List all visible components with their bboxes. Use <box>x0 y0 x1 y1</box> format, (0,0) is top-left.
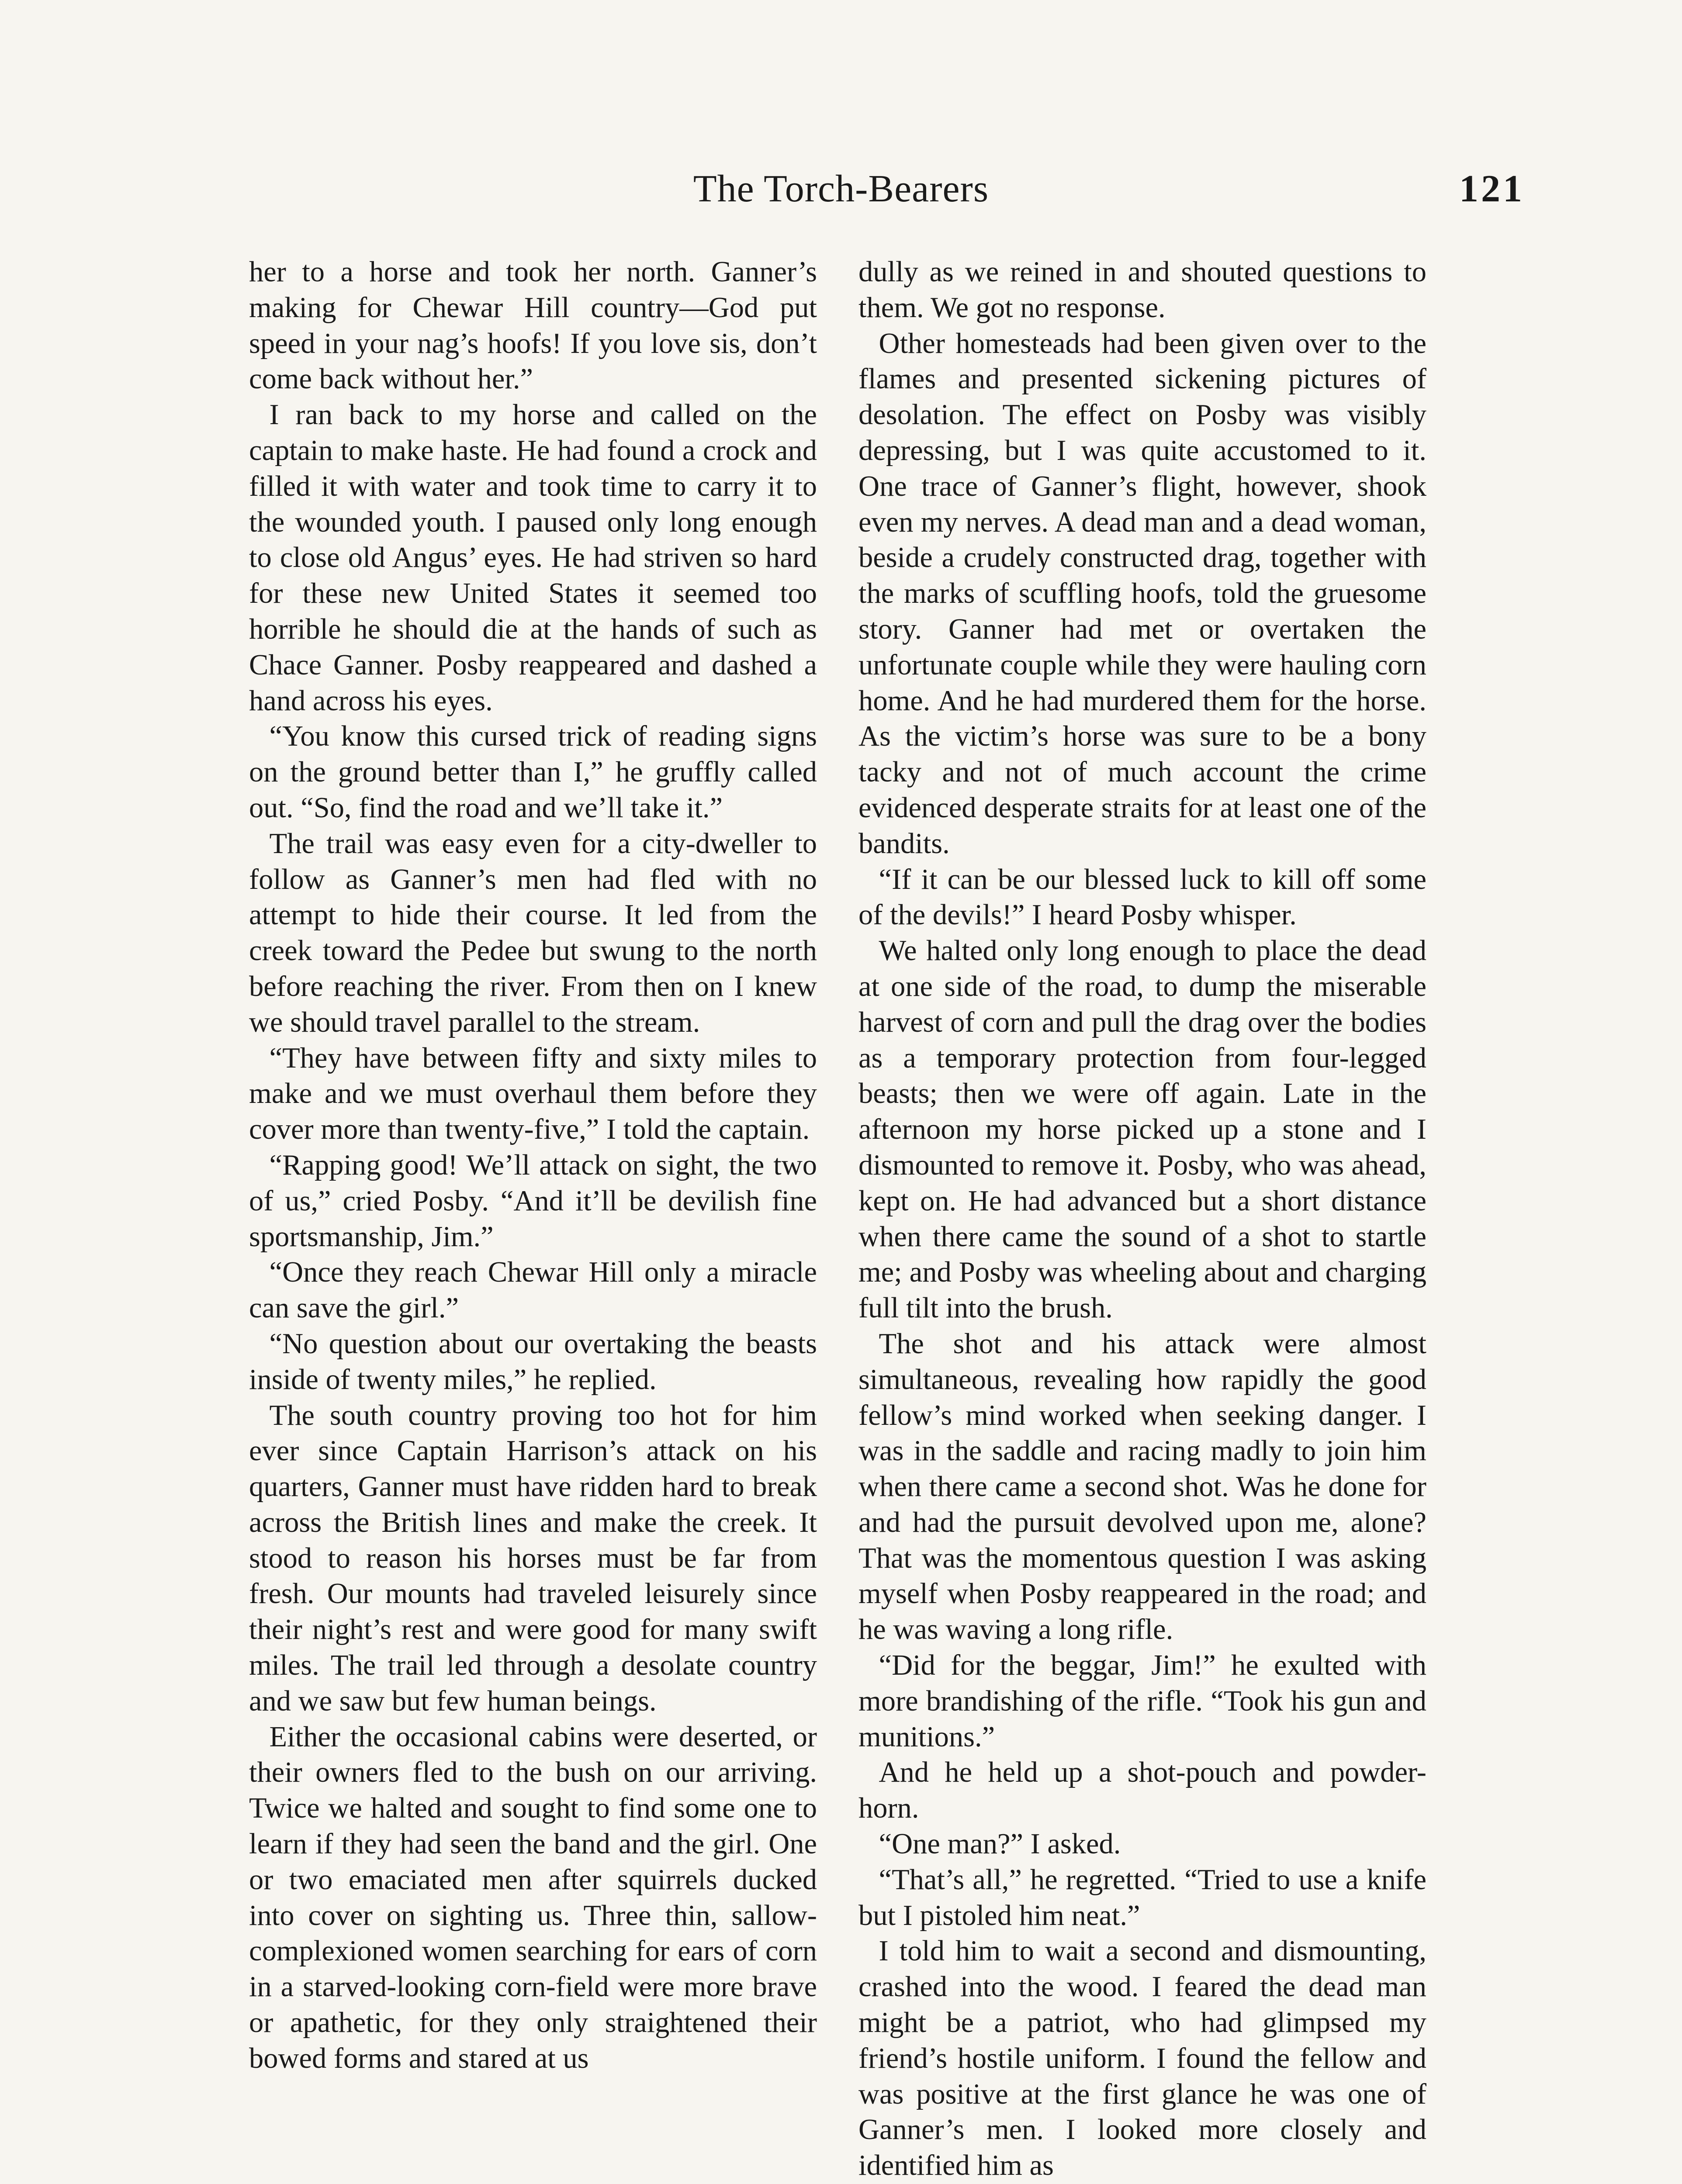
paragraph: “One man?” I asked. <box>879 1828 1121 1860</box>
right-column <box>858 254 1426 2184</box>
running-head <box>0 165 1682 213</box>
paragraph: The shot and his attack were almost simultaneous, revealing how rapidly the good fellow’s mind worked when seeking danger. I was in the saddle and racing madly to join him when there came a second shot. Was he done for and had the pursuit devolved upon me, alone? That was the momentous question I was asking myself when Posby reappeared in the road; and he was waving a long rifle. <box>858 1327 1426 1646</box>
running-title: The Torch-Bearers <box>693 168 989 210</box>
paragraph: “No question about our overtaking the beasts inside of twenty miles,” he replied. <box>249 1327 817 1396</box>
left-column <box>249 254 817 2184</box>
paragraph: I ran back to my horse and called on the captain to make haste. He had found a crock and filled it with water and took time to carry it to the wounded youth. I paused only long enough to close old Angus’ eyes. He had striven so hard for these new United States it seemed too horrible he should die at the hands of such as Chace Ganner. Posby reappeared and dashed a hand across his eyes. <box>249 399 817 717</box>
paragraph: “They have between fifty and sixty miles to make and we must overhaul them before they cover more than twenty-five,” I told the captain. <box>249 1042 817 1146</box>
paragraph: We halted only long enough to place the dead at one side of the road, to dump the miserable harvest of corn and pull the drag over the bodies as a temporary protection from four-legged beasts; then we were off again. Late in the afternoon my horse picked up a stone and I dismounted to remove it. Posby, who was ahead, kept on. He had advanced but a short distance when there came the sound of a shot to startle me; and Posby was wheeling about and charging full tilt into the brush. <box>858 935 1426 1324</box>
paragraph: her to a horse and took her north. Ganner’s making for Chewar Hill country—God put speed in your nag’s hoofs! If you love sis, don’t come back without her.” <box>249 256 817 395</box>
paragraph: “Did for the beggar, Jim!” he exulted with more brandishing of the rifle. “Took his gun and munitions.” <box>858 1649 1426 1753</box>
paragraph: “You know this cursed trick of reading signs on the ground better than I,” he gruffly called out. “So, find the road and we’ll take it.” <box>249 720 817 824</box>
paragraph: “If it can be our blessed luck to kill off some of the devils!” I heard Posby whisper. <box>858 863 1426 931</box>
paragraph: The south country proving too hot for him ever since Captain Harrison’s attack on his quarters, Ganner must have ridden hard to break across the British lines and make the creek. It stood to reason his horses must be far from fresh. Our mounts had traveled leisurely since their night’s rest and were good for many swift miles. The trail led through a desolate country and we saw but few human beings. <box>249 1399 817 1717</box>
paragraph: The trail was easy even for a city-dweller to follow as Ganner’s men had fled with no attempt to hide their course. It led from the creek toward the Pedee but swung to the north before reaching the river. From then on I knew we should travel parallel to the stream. <box>249 827 817 1038</box>
page-number: 121 <box>1459 168 1525 210</box>
paragraph: “Once they reach Chewar Hill only a miracle can save the girl.” <box>249 1256 817 1324</box>
paragraph: “Rapping good! We’ll attack on sight, the two of us,” cried Posby. “And it’ll be devilish fine sportsmanship, Jim.” <box>249 1149 817 1253</box>
paragraph: dully as we reined in and shouted questions to them. We got no response. <box>858 256 1426 324</box>
paragraph: Other homesteads had been given over to the flames and presented sickening pictures of desolation. The effect on Posby was visibly depressing, but I was quite accustomed to it. One trace of Ganner’s flight, however, shook even my nerves. A dead man and a dead woman, beside a crudely constructed drag, together with the marks of scuffling hoofs, told the gruesome story. Ganner had met or overtaken the unfortunate couple while they were hauling corn home. And he had murdered them for the horse. As the victim’s horse was sure to be a bony tacky and not of much account the crime evidenced desperate straits for at least one of the bandits. <box>858 327 1426 860</box>
paragraph: “That’s all,” he regretted. “Tried to use a knife but I pistoled him neat.” <box>858 1863 1426 1932</box>
paragraph: And he held up a shot-pouch and powder-horn. <box>858 1756 1426 1825</box>
paragraph: I told him to wait a second and dismounting, crashed into the wood. I feared the dead man might be a patriot, who had glimpsed my friend’s hostile uniform. I found the fellow and was positive at the first glance he was one of Ganner’s men. I looked more closely and identified him as <box>858 1935 1426 2182</box>
paragraph: Either the occasional cabins were deserted, or their owners fled to the bush on our arriving. Twice we halted and sought to find some one to learn if they had seen the band and the girl. One or two emaciated men after squirrels ducked into cover on sighting us. Three thin, sallow-complexioned women searching for ears of corn in a starved-looking corn-field were more brave or apathetic, for they only straightened their bowed forms and stared at us <box>249 1721 817 2074</box>
